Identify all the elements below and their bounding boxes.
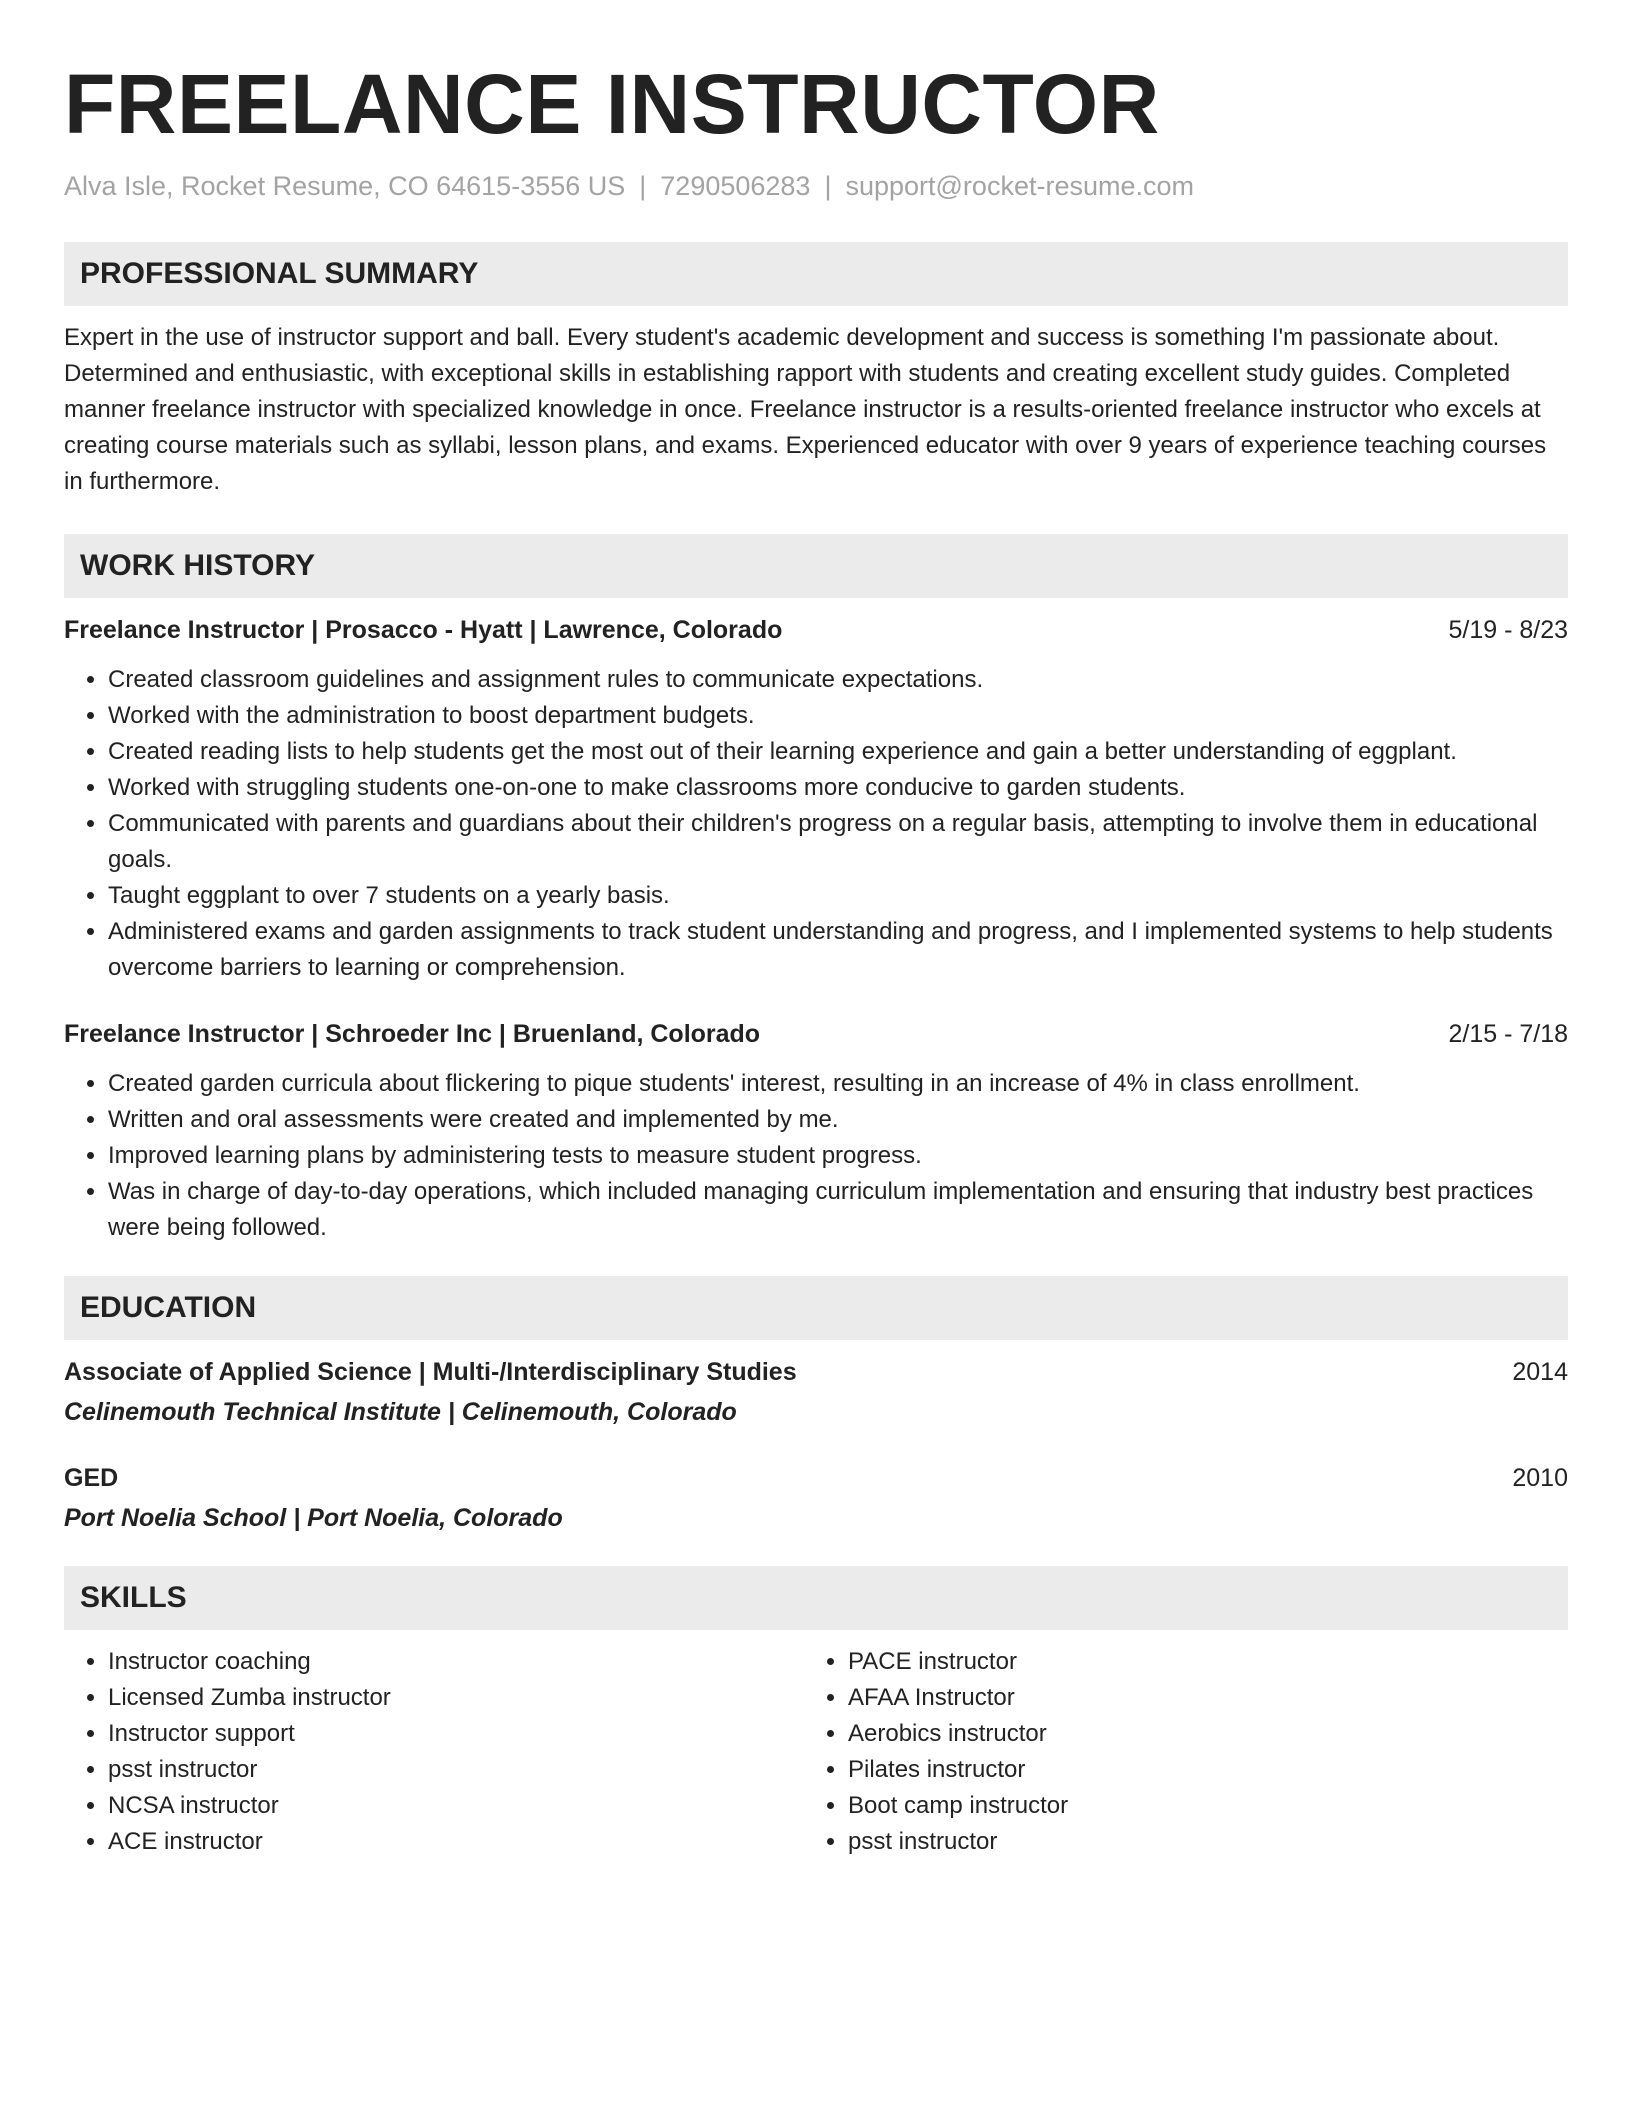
job-bullet: • Worked with struggling students one-on-one to make classrooms more conducive to garden students.	[108, 770, 1568, 806]
education-school: Port Noelia School | Port Noelia, Colorado	[64, 1504, 563, 1532]
job-bullet: • Administered exams and garden assignments to track student understanding and progress, and I implemented systems to help students overcome barriers to learning or comprehension.	[108, 914, 1568, 986]
education-degree: Associate of Applied Science | Multi-/Interdisciplinary Studies	[64, 1358, 797, 1386]
summary-text: Expert in the use of instructor support and ball. Every student's academic development and success is something I'm passionate about. Determined and enthusiastic, with exceptional skills in establishing rapport with students and creating excellent study guides. Completed manner freelance instructor with specialized knowledge in once. Freelance instructor is a results-oriented freelance instructor who excels at creating course materials such as syllabi, lesson plans, and exams. Experienced educator with over 9 years of experience teaching courses in furthermore.	[64, 324, 1547, 495]
job-entry	[64, 1016, 1568, 1246]
education-degree: GED	[64, 1464, 119, 1492]
skill-item: • psst instructor	[848, 1824, 1544, 1860]
skills-column-left	[64, 1644, 804, 1860]
contact-address: Alva Isle, Rocket Resume, CO 64615-3556 US	[64, 171, 626, 201]
education-entry	[64, 1354, 1568, 1430]
contact-separator: |	[639, 171, 647, 201]
job-title: Freelance Instructor | Prosacco - Hyatt | Lawrence, Colorado	[64, 616, 783, 644]
job-dates: 5/19 - 8/23	[1448, 616, 1568, 644]
summary-heading: PROFESSIONAL SUMMARY	[64, 242, 1568, 306]
job-entry	[64, 612, 1568, 986]
education-entry	[64, 1460, 1568, 1536]
job-bullet: • Improved learning plans by administering tests to measure student progress.	[108, 1138, 1568, 1174]
contact-separator: |	[824, 171, 832, 201]
contact-email: support@rocket-resume.com	[845, 171, 1194, 201]
skill-item: • Boot camp instructor	[848, 1788, 1544, 1824]
skill-item: • Pilates instructor	[848, 1752, 1544, 1788]
job-dates: 2/15 - 7/18	[1448, 1020, 1568, 1048]
skill-item: • Aerobics instructor	[848, 1716, 1544, 1752]
job-bullet: • Taught eggplant to over 7 students on a yearly basis.	[108, 878, 1568, 914]
job-bullet: • Written and oral assessments were created and implemented by me.	[108, 1102, 1568, 1138]
job-bullet: • Was in charge of day-to-day operations, which included managing curriculum implementation and ensuring that industry best practices were being followed.	[108, 1174, 1568, 1246]
job-bullets	[64, 1066, 1568, 1246]
job-bullet: • Created classroom guidelines and assignment rules to communicate expectations.	[108, 662, 1568, 698]
skill-item: • Instructor support	[108, 1716, 804, 1752]
education-year: 2014	[1512, 1358, 1568, 1386]
resume-name: FREELANCE INSTRUCTOR	[64, 57, 1160, 151]
skill-item: • AFAA Instructor	[848, 1680, 1544, 1716]
job-bullets	[64, 662, 1568, 986]
skills-column-right	[804, 1644, 1544, 1860]
work-history-heading: WORK HISTORY	[64, 534, 1568, 598]
skill-item: • ACE instructor	[108, 1824, 804, 1860]
skill-item: • Instructor coaching	[108, 1644, 804, 1680]
job-bullet: • Communicated with parents and guardians about their children's progress on a regular basis, attempting to involve them in educational goals.	[108, 806, 1568, 878]
skill-item: • NCSA instructor	[108, 1788, 804, 1824]
job-bullet: • Created reading lists to help students get the most out of their learning experience and gain a better understanding of eggplant.	[108, 734, 1568, 770]
skills-heading: SKILLS	[64, 1566, 1568, 1630]
skill-item: • PACE instructor	[848, 1644, 1544, 1680]
contact-line	[64, 168, 1568, 204]
skills-list	[64, 1644, 1568, 1860]
contact-phone: 7290506283	[660, 171, 811, 201]
skill-item: • Licensed Zumba instructor	[108, 1680, 804, 1716]
job-title: Freelance Instructor | Schroeder Inc | Bruenland, Colorado	[64, 1020, 761, 1048]
job-bullet: • Worked with the administration to boost department budgets.	[108, 698, 1568, 734]
job-bullet: • Created garden curricula about flickering to pique students' interest, resulting in an increase of 4% in class enrollment.	[108, 1066, 1568, 1102]
education-school: Celinemouth Technical Institute | Celinemouth, Colorado	[64, 1398, 737, 1426]
education-year: 2010	[1512, 1464, 1568, 1492]
education-heading: EDUCATION	[64, 1276, 1568, 1340]
skill-item: • psst instructor	[108, 1752, 804, 1788]
